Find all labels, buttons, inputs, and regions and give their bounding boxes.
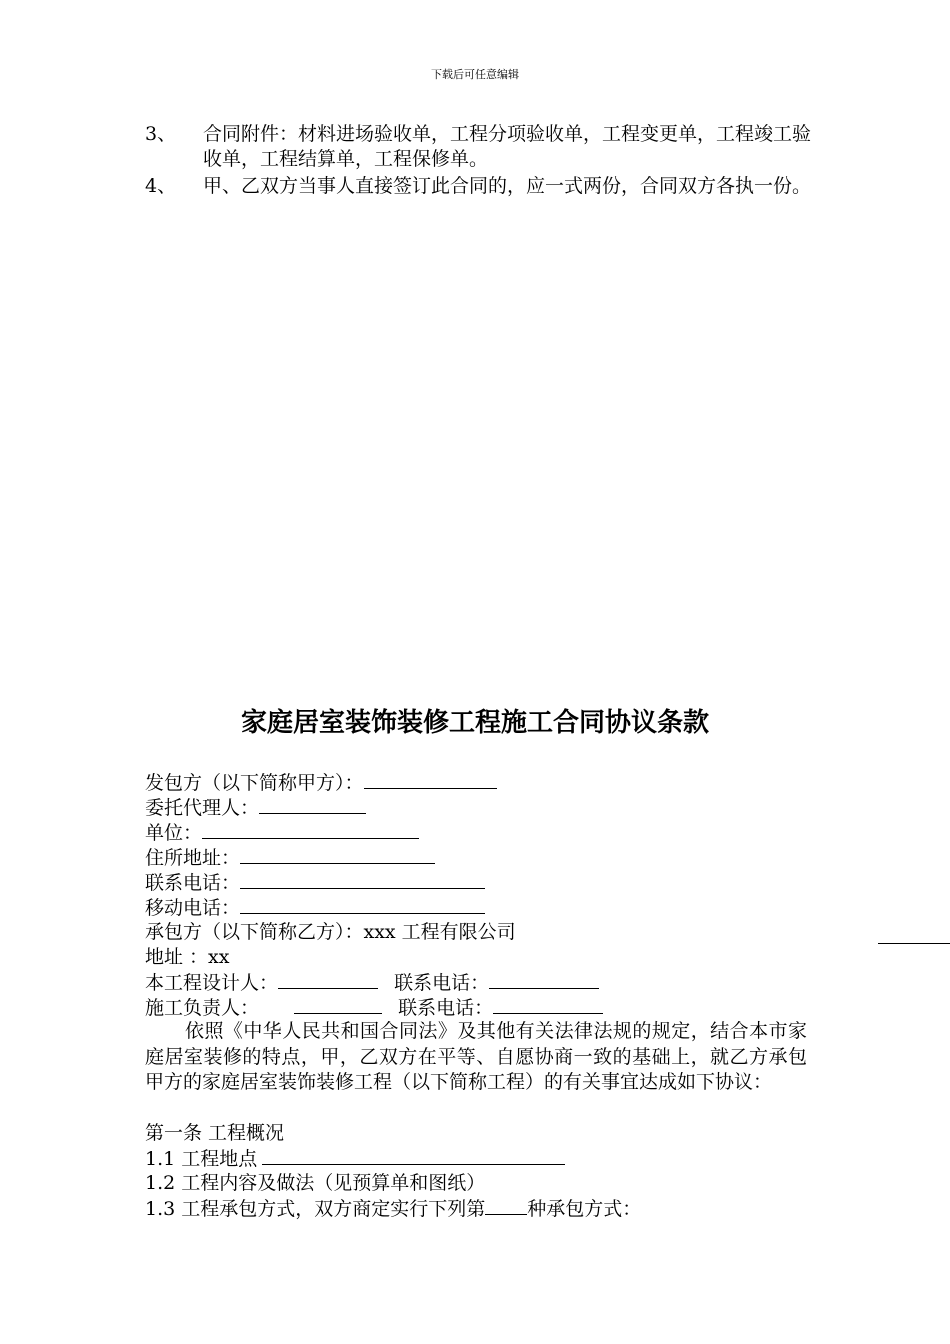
designer-blank[interactable]	[278, 970, 378, 989]
manager-line	[145, 995, 603, 1021]
preamble-paragraph: 依照《中华人民共和国合同法》及其他有关法律法规的规定，结合本市家庭居室装修的特点，甲，乙双方在平等、自愿协商一致的基础上，就乙方承包甲方的家庭居室装饰装修工程（以下简称工程）的有关事宜达成如下协议：	[145, 1020, 807, 1093]
designer-line	[145, 970, 599, 996]
manager-blank[interactable]	[294, 995, 382, 1014]
unit-label: 单位：	[145, 822, 203, 844]
mobile-blank[interactable]	[240, 895, 485, 914]
page-header-note: 下载后可任意编辑	[431, 68, 519, 81]
list-number: 4、	[145, 175, 177, 197]
margin-rule	[878, 943, 950, 944]
designer-phone-blank[interactable]	[489, 970, 599, 989]
item-1-3-line	[145, 1196, 641, 1222]
manager-phone-blank[interactable]	[493, 995, 603, 1014]
item-1-3-blank[interactable]	[485, 1196, 527, 1215]
party-a-blank[interactable]	[364, 770, 497, 789]
phone-line	[145, 870, 485, 896]
item-1-2-line: 1.2 工程内容及做法（见预算单和图纸）	[145, 1172, 486, 1194]
agent-line	[145, 795, 366, 821]
residence-label: 住所地址：	[145, 847, 241, 869]
agent-blank[interactable]	[259, 795, 366, 814]
mobile-line	[145, 895, 485, 921]
manager-phone-label: 联系电话：	[398, 997, 494, 1019]
party-b-line: 承包方（以下简称乙方）：xxx 工程有限公司	[145, 921, 516, 943]
list-text: 甲、乙双方当事人直接签订此合同的，应一式两份，合同双方各执一份。	[203, 175, 812, 197]
unit-blank[interactable]	[202, 820, 419, 839]
item-1-3-suffix: 种承包方式：	[527, 1198, 642, 1220]
item-1-1-line	[145, 1146, 565, 1172]
mobile-label: 移动电话：	[145, 897, 241, 919]
item-1-3-label: 1.3 工程承包方式，双方商定实行下列第	[145, 1198, 486, 1220]
party-a-label: 发包方（以下简称甲方）：	[145, 772, 364, 794]
manager-label: 施工负责人：	[145, 997, 260, 1019]
party-a-line	[145, 770, 497, 796]
list-number: 3、	[145, 123, 177, 145]
phone-blank[interactable]	[240, 870, 485, 889]
designer-phone-label: 联系电话：	[394, 972, 490, 994]
contract-title: 家庭居室装饰装修工程施工合同协议条款	[240, 708, 709, 738]
residence-line	[145, 845, 435, 871]
item-1-1-label: 1.1 工程地点	[145, 1148, 258, 1170]
unit-line	[145, 820, 419, 846]
phone-label: 联系电话：	[145, 872, 241, 894]
address-line: 地址 ：xx	[145, 946, 230, 968]
list-text: 合同附件：材料进场验收单，工程分项验收单，工程变更单，工程竣工验收单，工程结算单，工程保修单。	[203, 123, 812, 170]
designer-label: 本工程设计人：	[145, 972, 279, 994]
item-1-1-blank[interactable]	[262, 1146, 565, 1165]
residence-blank[interactable]	[240, 845, 435, 864]
article-1-heading: 第一条 工程概况	[145, 1122, 285, 1144]
agent-label: 委托代理人：	[145, 797, 260, 819]
